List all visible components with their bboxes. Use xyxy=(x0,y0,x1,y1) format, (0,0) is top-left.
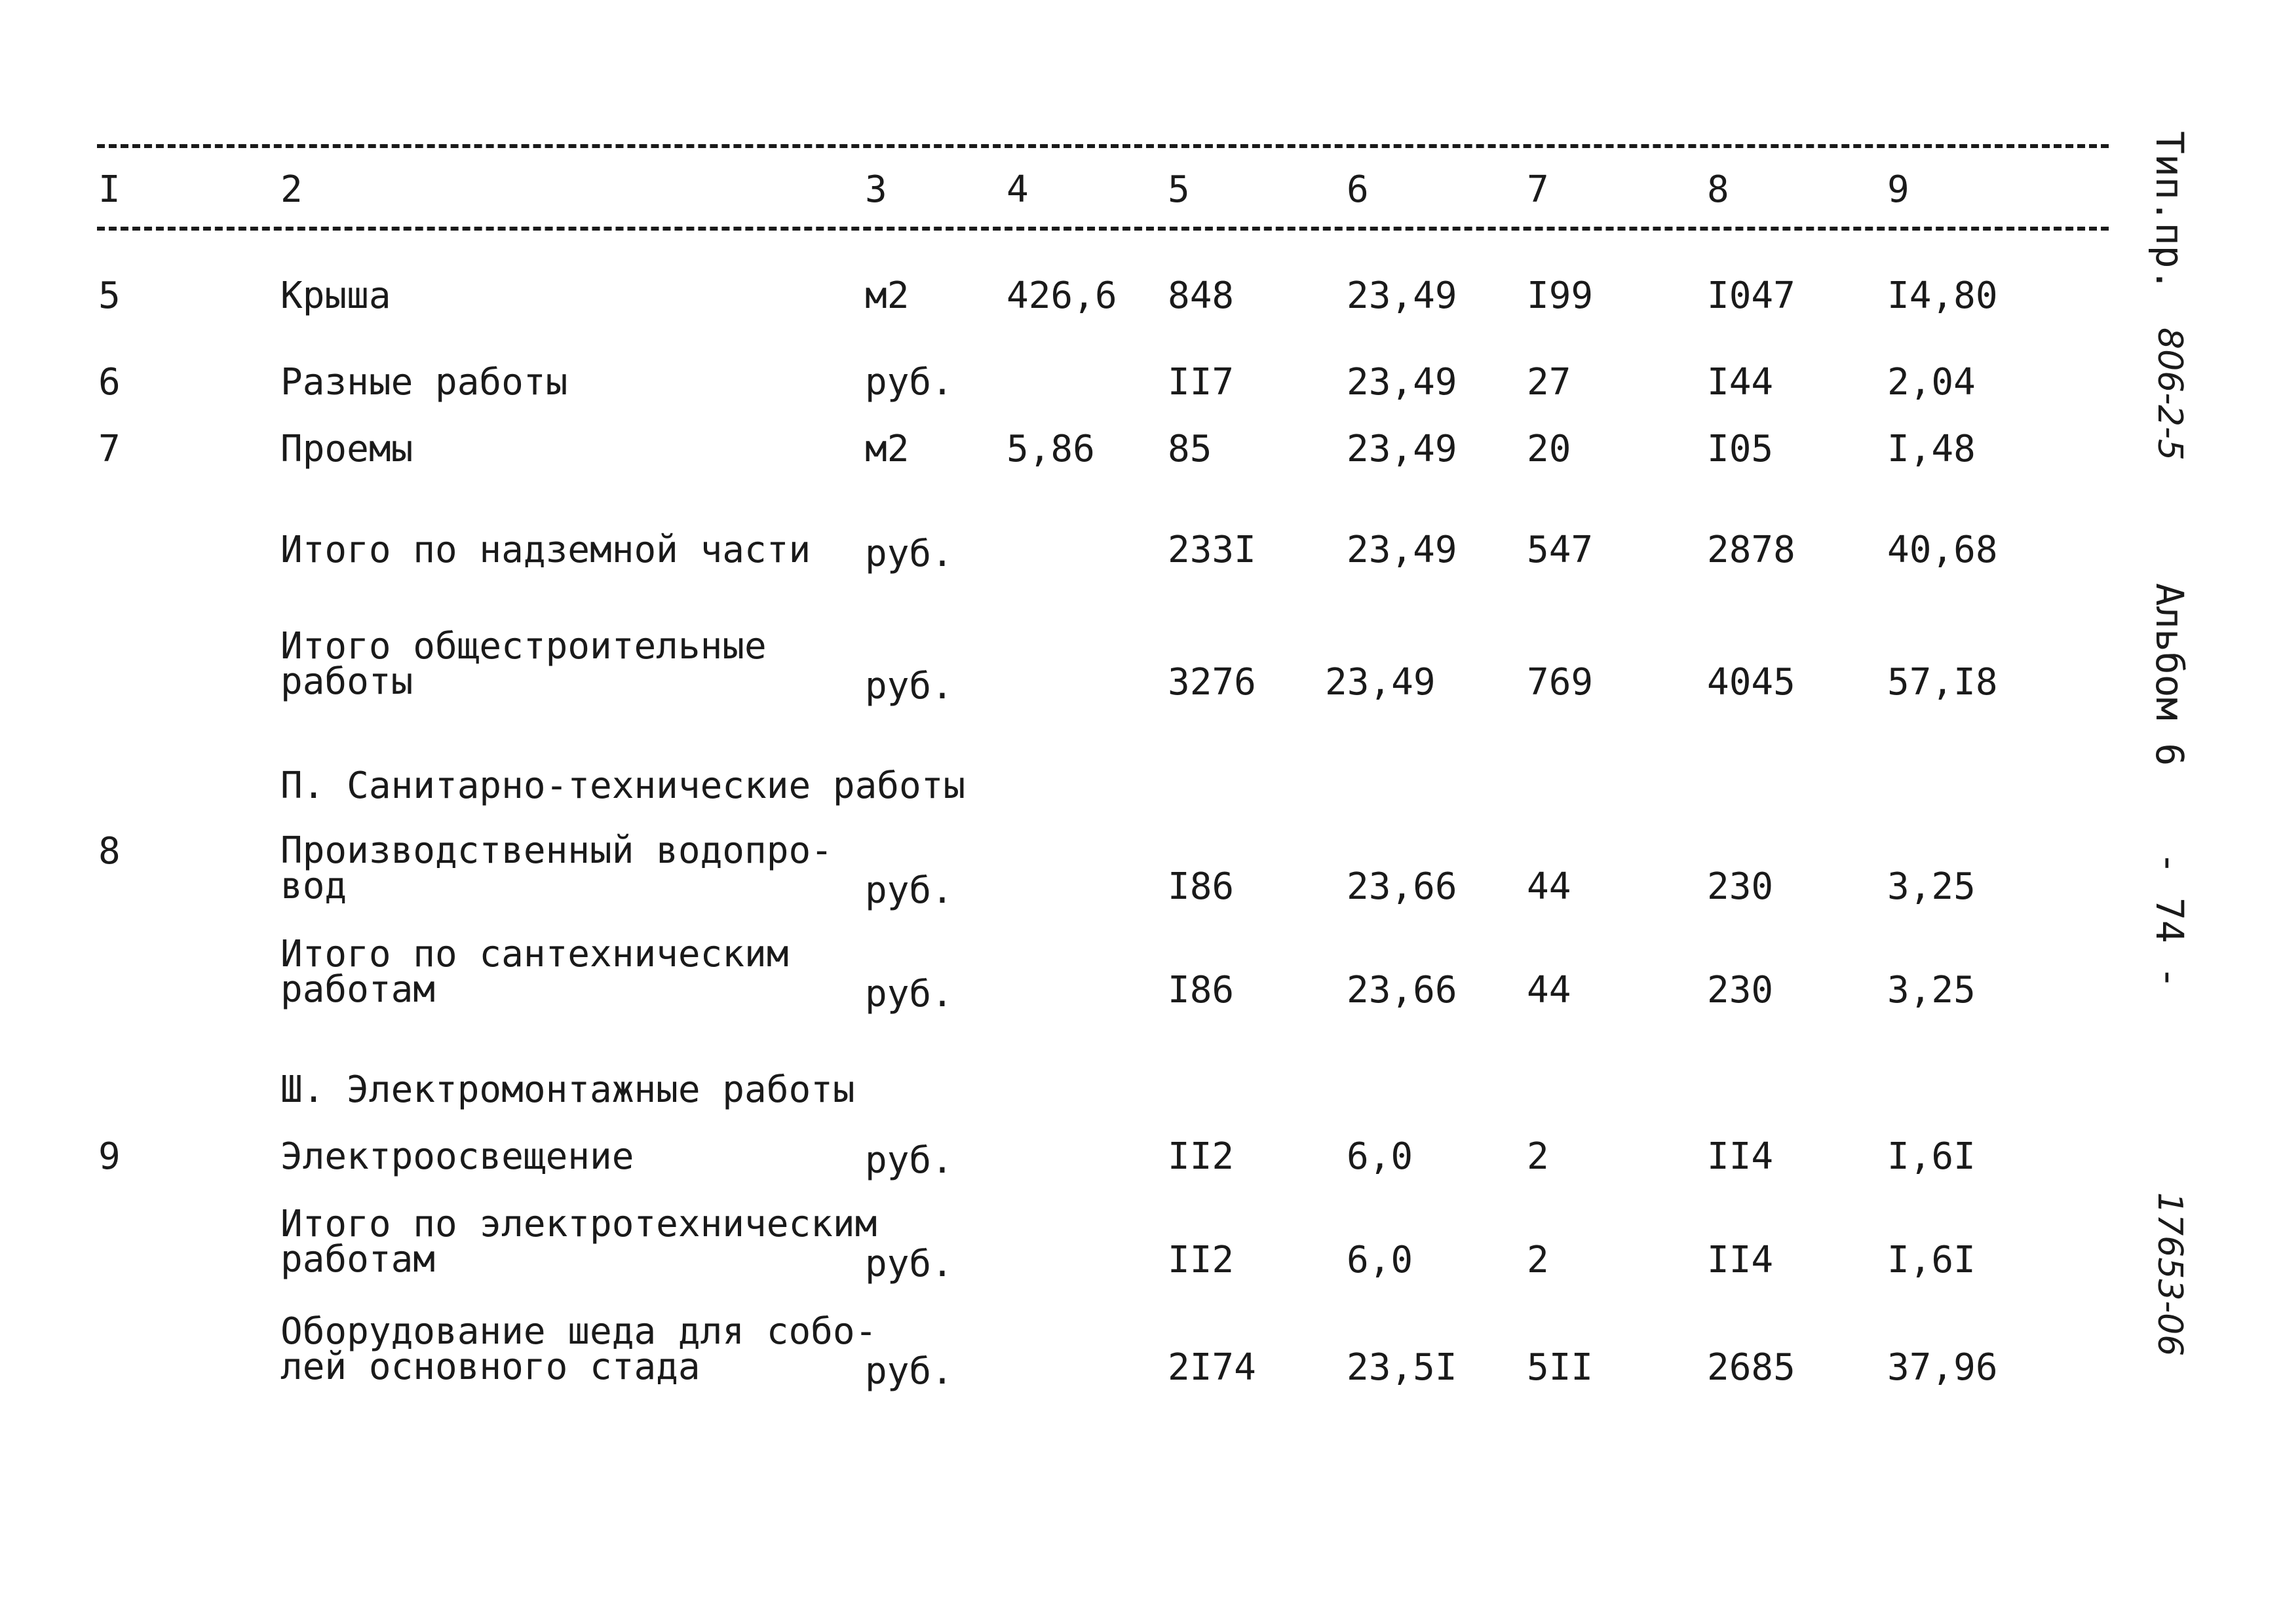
row-col6: 6,0 xyxy=(1347,1135,1413,1178)
row-title: Итого по электротехническим работам xyxy=(280,1203,877,1281)
row-col5: I86 xyxy=(1168,865,1235,908)
header-bottom-rule xyxy=(97,227,2109,231)
row-col5: I86 xyxy=(1168,969,1235,1011)
row-col7: 2 xyxy=(1527,1239,1549,1281)
row-unit: руб. xyxy=(865,1243,953,1285)
row-col6: 23,5I xyxy=(1347,1346,1457,1389)
row-unit: м2 xyxy=(865,428,910,470)
section-title: П. Санитарно-технические работы xyxy=(280,765,966,807)
row-title: Оборудование шеда для собо- лей основного стада xyxy=(280,1310,877,1388)
album-label: Альбом 6 xyxy=(2147,583,2192,766)
row-number: 9 xyxy=(98,1135,121,1178)
row-col9: I4,80 xyxy=(1887,274,1998,317)
row-col4: 426,6 xyxy=(1007,274,1117,317)
row-col7: I99 xyxy=(1527,274,1594,317)
row-col9: I,6I xyxy=(1887,1135,1976,1178)
row-col9: 40,68 xyxy=(1887,529,1998,571)
row-col7: 44 xyxy=(1527,865,1571,908)
row-col5: 85 xyxy=(1168,428,1212,470)
row-title: Итого по сантехническим работам xyxy=(280,933,789,1011)
row-unit: руб. xyxy=(865,665,953,708)
row-number: 7 xyxy=(98,428,121,470)
row-col8: 2878 xyxy=(1707,529,1795,571)
row-col8: 2685 xyxy=(1707,1346,1795,1389)
row-number: 8 xyxy=(98,830,121,873)
row-col6: 23,66 xyxy=(1347,865,1457,908)
project-label: Тип.пр. xyxy=(2147,131,2192,292)
section-title: Ш. Электромонтажные работы xyxy=(280,1068,855,1111)
col-header-4: 4 xyxy=(1007,168,1029,211)
row-col5: II2 xyxy=(1168,1239,1235,1281)
col-header-8: 8 xyxy=(1707,168,1729,211)
row-unit: м2 xyxy=(865,274,910,317)
row-number: 6 xyxy=(98,361,121,404)
row-col6: 23,49 xyxy=(1347,361,1457,404)
row-col8: 230 xyxy=(1707,865,1774,908)
row-col5: 2I74 xyxy=(1168,1346,1256,1389)
row-col5: 233I xyxy=(1168,529,1256,571)
row-col9: 3,25 xyxy=(1887,969,1976,1011)
col-header-5: 5 xyxy=(1168,168,1190,211)
row-col8: I047 xyxy=(1707,274,1795,317)
row-col7: 44 xyxy=(1527,969,1571,1011)
row-col7: 20 xyxy=(1527,428,1571,470)
row-col7: 547 xyxy=(1527,529,1594,571)
col-header-2: 2 xyxy=(280,168,303,211)
row-col6: 23,49 xyxy=(1347,529,1457,571)
row-title: Производственный водопро- вод xyxy=(280,829,833,907)
row-col6: 23,66 xyxy=(1347,969,1457,1011)
col-header-6: 6 xyxy=(1347,168,1369,211)
row-col6: 6,0 xyxy=(1347,1239,1413,1281)
row-title: Итого по надземной части xyxy=(280,529,811,571)
side-stamp xyxy=(2136,131,2215,1441)
row-title: Итого общестроительные работы xyxy=(280,625,767,703)
col-header-7: 7 xyxy=(1527,168,1549,211)
row-col8: 4045 xyxy=(1707,661,1795,704)
col-header-9: 9 xyxy=(1887,168,1909,211)
row-unit: руб. xyxy=(865,533,953,575)
row-col8: II4 xyxy=(1707,1135,1774,1178)
row-unit: руб. xyxy=(865,1350,953,1393)
row-col8: 230 xyxy=(1707,969,1774,1011)
row-col7: 27 xyxy=(1527,361,1571,404)
row-col8: I44 xyxy=(1707,361,1774,404)
row-col7: 5II xyxy=(1527,1346,1594,1389)
row-unit: руб. xyxy=(865,1139,953,1182)
row-col6: 23,49 xyxy=(1347,428,1457,470)
page-number: - 74 - xyxy=(2147,852,2192,989)
row-col8: I05 xyxy=(1707,428,1774,470)
row-col6: 23,49 xyxy=(1325,661,1436,704)
row-col6: 23,49 xyxy=(1347,274,1457,317)
archive-code: 17653-06 xyxy=(2150,1192,2189,1357)
row-col9: 57,I8 xyxy=(1887,661,1998,704)
row-unit: руб. xyxy=(865,973,953,1015)
row-col7: 769 xyxy=(1527,661,1594,704)
row-col5: 3276 xyxy=(1168,661,1256,704)
row-title: Крыша xyxy=(280,274,391,317)
row-col9: 3,25 xyxy=(1887,865,1976,908)
row-number: 5 xyxy=(98,274,121,317)
row-title: Электроосвещение xyxy=(280,1135,634,1178)
row-col9: I,48 xyxy=(1887,428,1976,470)
project-number: 806-2-5 xyxy=(2150,328,2189,461)
row-unit: руб. xyxy=(865,361,953,404)
col-header-3: 3 xyxy=(865,168,887,211)
row-col4: 5,86 xyxy=(1007,428,1095,470)
row-col8: II4 xyxy=(1707,1239,1774,1281)
row-col5: II7 xyxy=(1168,361,1235,404)
row-title: Разные работы xyxy=(280,361,568,404)
row-col5: II2 xyxy=(1168,1135,1235,1178)
row-col5: 848 xyxy=(1168,274,1235,317)
row-col7: 2 xyxy=(1527,1135,1549,1178)
col-header-1: I xyxy=(98,168,121,211)
header-top-rule xyxy=(97,144,2109,148)
row-col9: 37,96 xyxy=(1887,1346,1998,1389)
row-col9: 2,04 xyxy=(1887,361,1976,404)
row-title: Проемы xyxy=(280,428,413,470)
row-col9: I,6I xyxy=(1887,1239,1976,1281)
row-unit: руб. xyxy=(865,869,953,912)
